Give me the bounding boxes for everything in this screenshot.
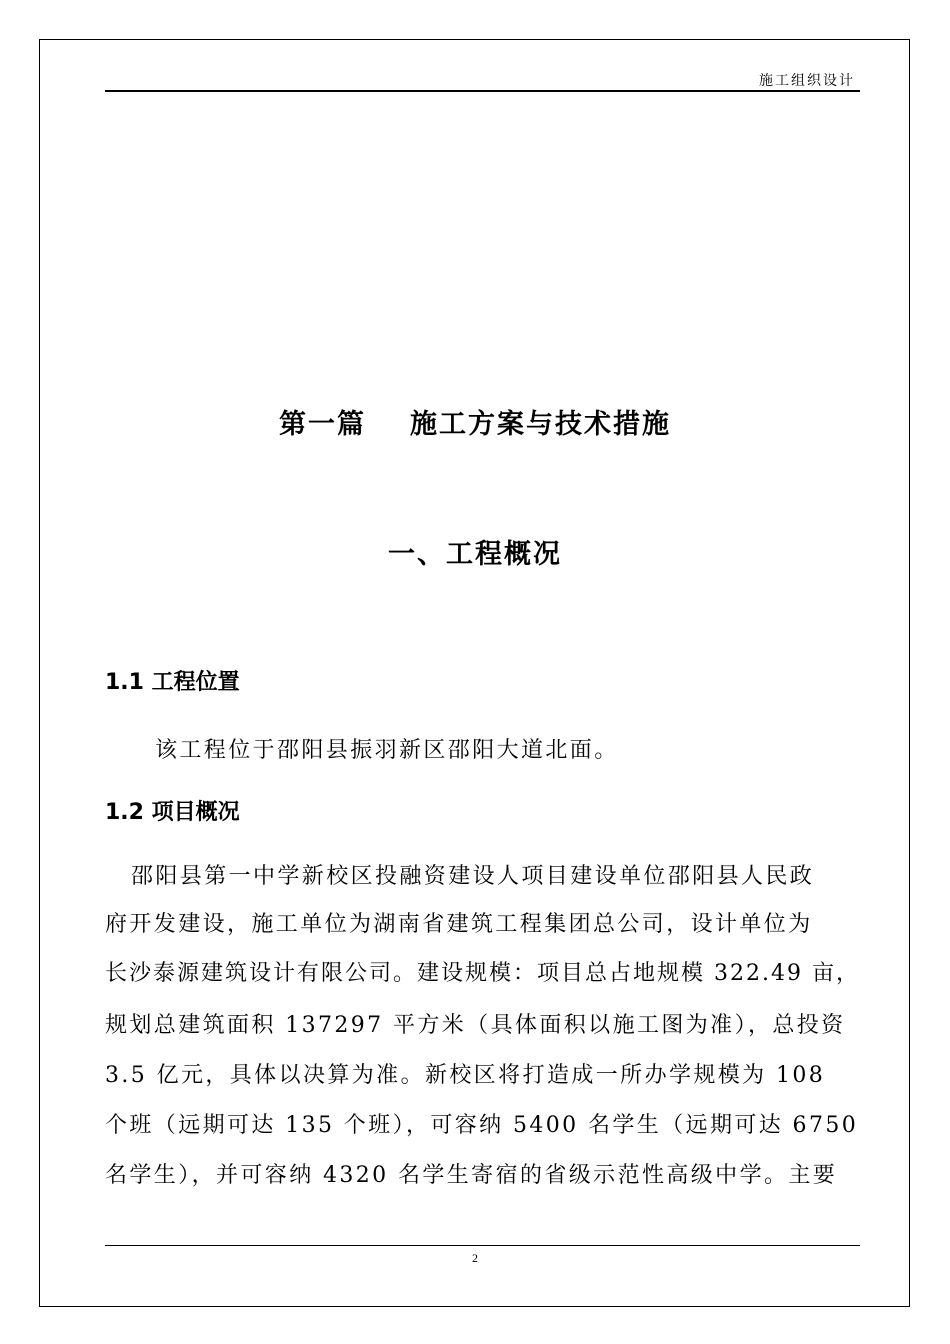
part-number: 第一篇	[279, 409, 366, 440]
part-name: 施工方案与技术措施	[410, 409, 671, 440]
paragraph-line: 邵阳县第一中学新校区投融资建设人项目建设单位邵阳县人民政	[131, 864, 815, 889]
paragraph-line: 个班（远期可达 135 个班），可容纳 5400 名学生（远期可达 6750	[105, 1113, 859, 1138]
section-heading-overview: 1.2 项目概况	[105, 800, 240, 825]
running-header: 施工组织设计	[759, 73, 855, 89]
paragraph-line: 名学生），并可容纳 4320 名学生寄宿的省级示范性高级中学。主要	[105, 1163, 838, 1188]
footer-rule	[105, 1245, 860, 1246]
header-rule	[105, 90, 860, 92]
paragraph-line: 该工程位于邵阳县振羽新区邵阳大道北面。	[155, 738, 619, 763]
paragraph-line: 长沙泰源建筑设计有限公司。建设规模：项目总占地规模 322.49 亩，	[105, 961, 860, 986]
page-number: 2	[472, 1251, 478, 1265]
paragraph-line: 府开发建设，施工单位为湖南省建筑工程集团总公司，设计单位为	[105, 912, 813, 937]
section-heading-location: 1.1 工程位置	[105, 670, 240, 695]
chapter-title: 一、工程概况	[388, 539, 562, 570]
paragraph-line: 规划总建筑面积 137297 平方米（具体面积以施工图为准），总投资	[105, 1013, 846, 1038]
part-title	[0, 402, 950, 441]
paragraph-line: 3.5 亿元，具体以决算为准。新校区将打造成一所办学规模为 108	[105, 1063, 826, 1088]
